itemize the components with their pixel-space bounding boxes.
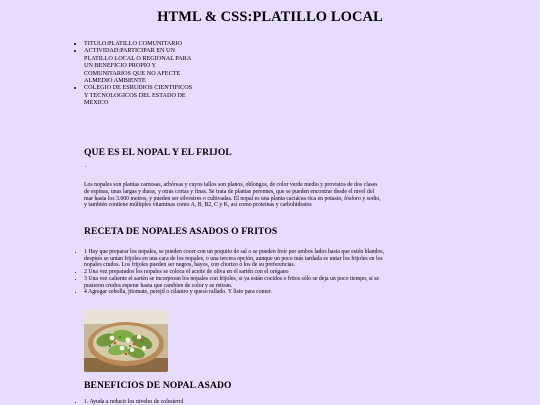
section-heading-benefits: BENEFICIOS DE NOPAL ASADO [84, 380, 232, 391]
info-item-activity: • ACTIVIDAD:PARTICIPAR EN UN PLATILLO LOCAL O REGIONAL PARA UN BENEFICIO PROPIO Y COMUNITARIOS QUE NO AFECTE ALMEDIO AMBIENTE [84, 47, 196, 84]
section-heading-nopal: QUE ES EL NOPAL Y EL FRIJOL [84, 147, 232, 158]
recipe-steps-list [72, 249, 400, 296]
info-item-title: • TITULO:PLATILLO COMUNITARIO [84, 40, 196, 47]
section-heading-recipe: RECETA DE NOPALES ASADOS O FRITOS [84, 226, 278, 237]
nopales-dish-image [84, 310, 168, 372]
nopal-paragraph: Los nopales son plantas carnosas, arbóreas y cuyos tallos son planos, oblongos, de color verde medio y provistos de dos clases de espinas, unas largas y duras, y otras cortas y finas. Se trata de plantas perennes, que se pueden encontrar desde el nivel del mar hasta los 3.000 metros, y pueden ser silvestres o cultivadas. El nopal es una planta cactácea rica en potasio, fósforo y sodio, y también contiene múltiples vitaminas como A, B, B2, C y K, así como proteínas y carbohidratos [84, 182, 381, 209]
info-item-school: • COLEGIO DE ESRUDIOS CIENTIFICOS Y TECNOLOGICOS DEL ESTADO DE MEXICO [84, 84, 196, 106]
benefits-list [72, 399, 384, 405]
recipe-step: • 3 Una vez caliente el sartén se incorporan los nopales con frijoles, si ya están cocidos o fritos sólo se deja un poco tiempo, si se pusieron crudos esperar hasta que cambien de color y se retiran. [84, 276, 400, 289]
info-list [72, 40, 196, 107]
dish-illustration [84, 310, 168, 372]
recipe-step: • 2 Una vez preparados los nopales se coloca el aceite de oliva en el sartén con el orégano [84, 269, 400, 276]
stray-dot: . [85, 163, 87, 169]
recipe-step: • 1 Hay que preparar los nopales, se pueden cocer con un poquito de sal o se pueden freír por ambos lados hasta que estén blandos, después se untan frijoles en una cara de los nopales, o una tercera opción, aunque un poco más tardada es untar los frijoles en los nopales crudos. Los frijoles pueden ser negros, bayos, con chorizo o los de su preferencias. [84, 249, 400, 269]
recipe-step: • 4 Agregar cebolla, jitomate, perejil o cilantro y queso rallado. Y listo para comer. [84, 289, 400, 296]
page-title: HTML & CSS:PLATILLO LOCAL [157, 9, 383, 25]
benefit-item: • 1. Ayuda a reducir los niveles de colesterol [84, 399, 384, 405]
